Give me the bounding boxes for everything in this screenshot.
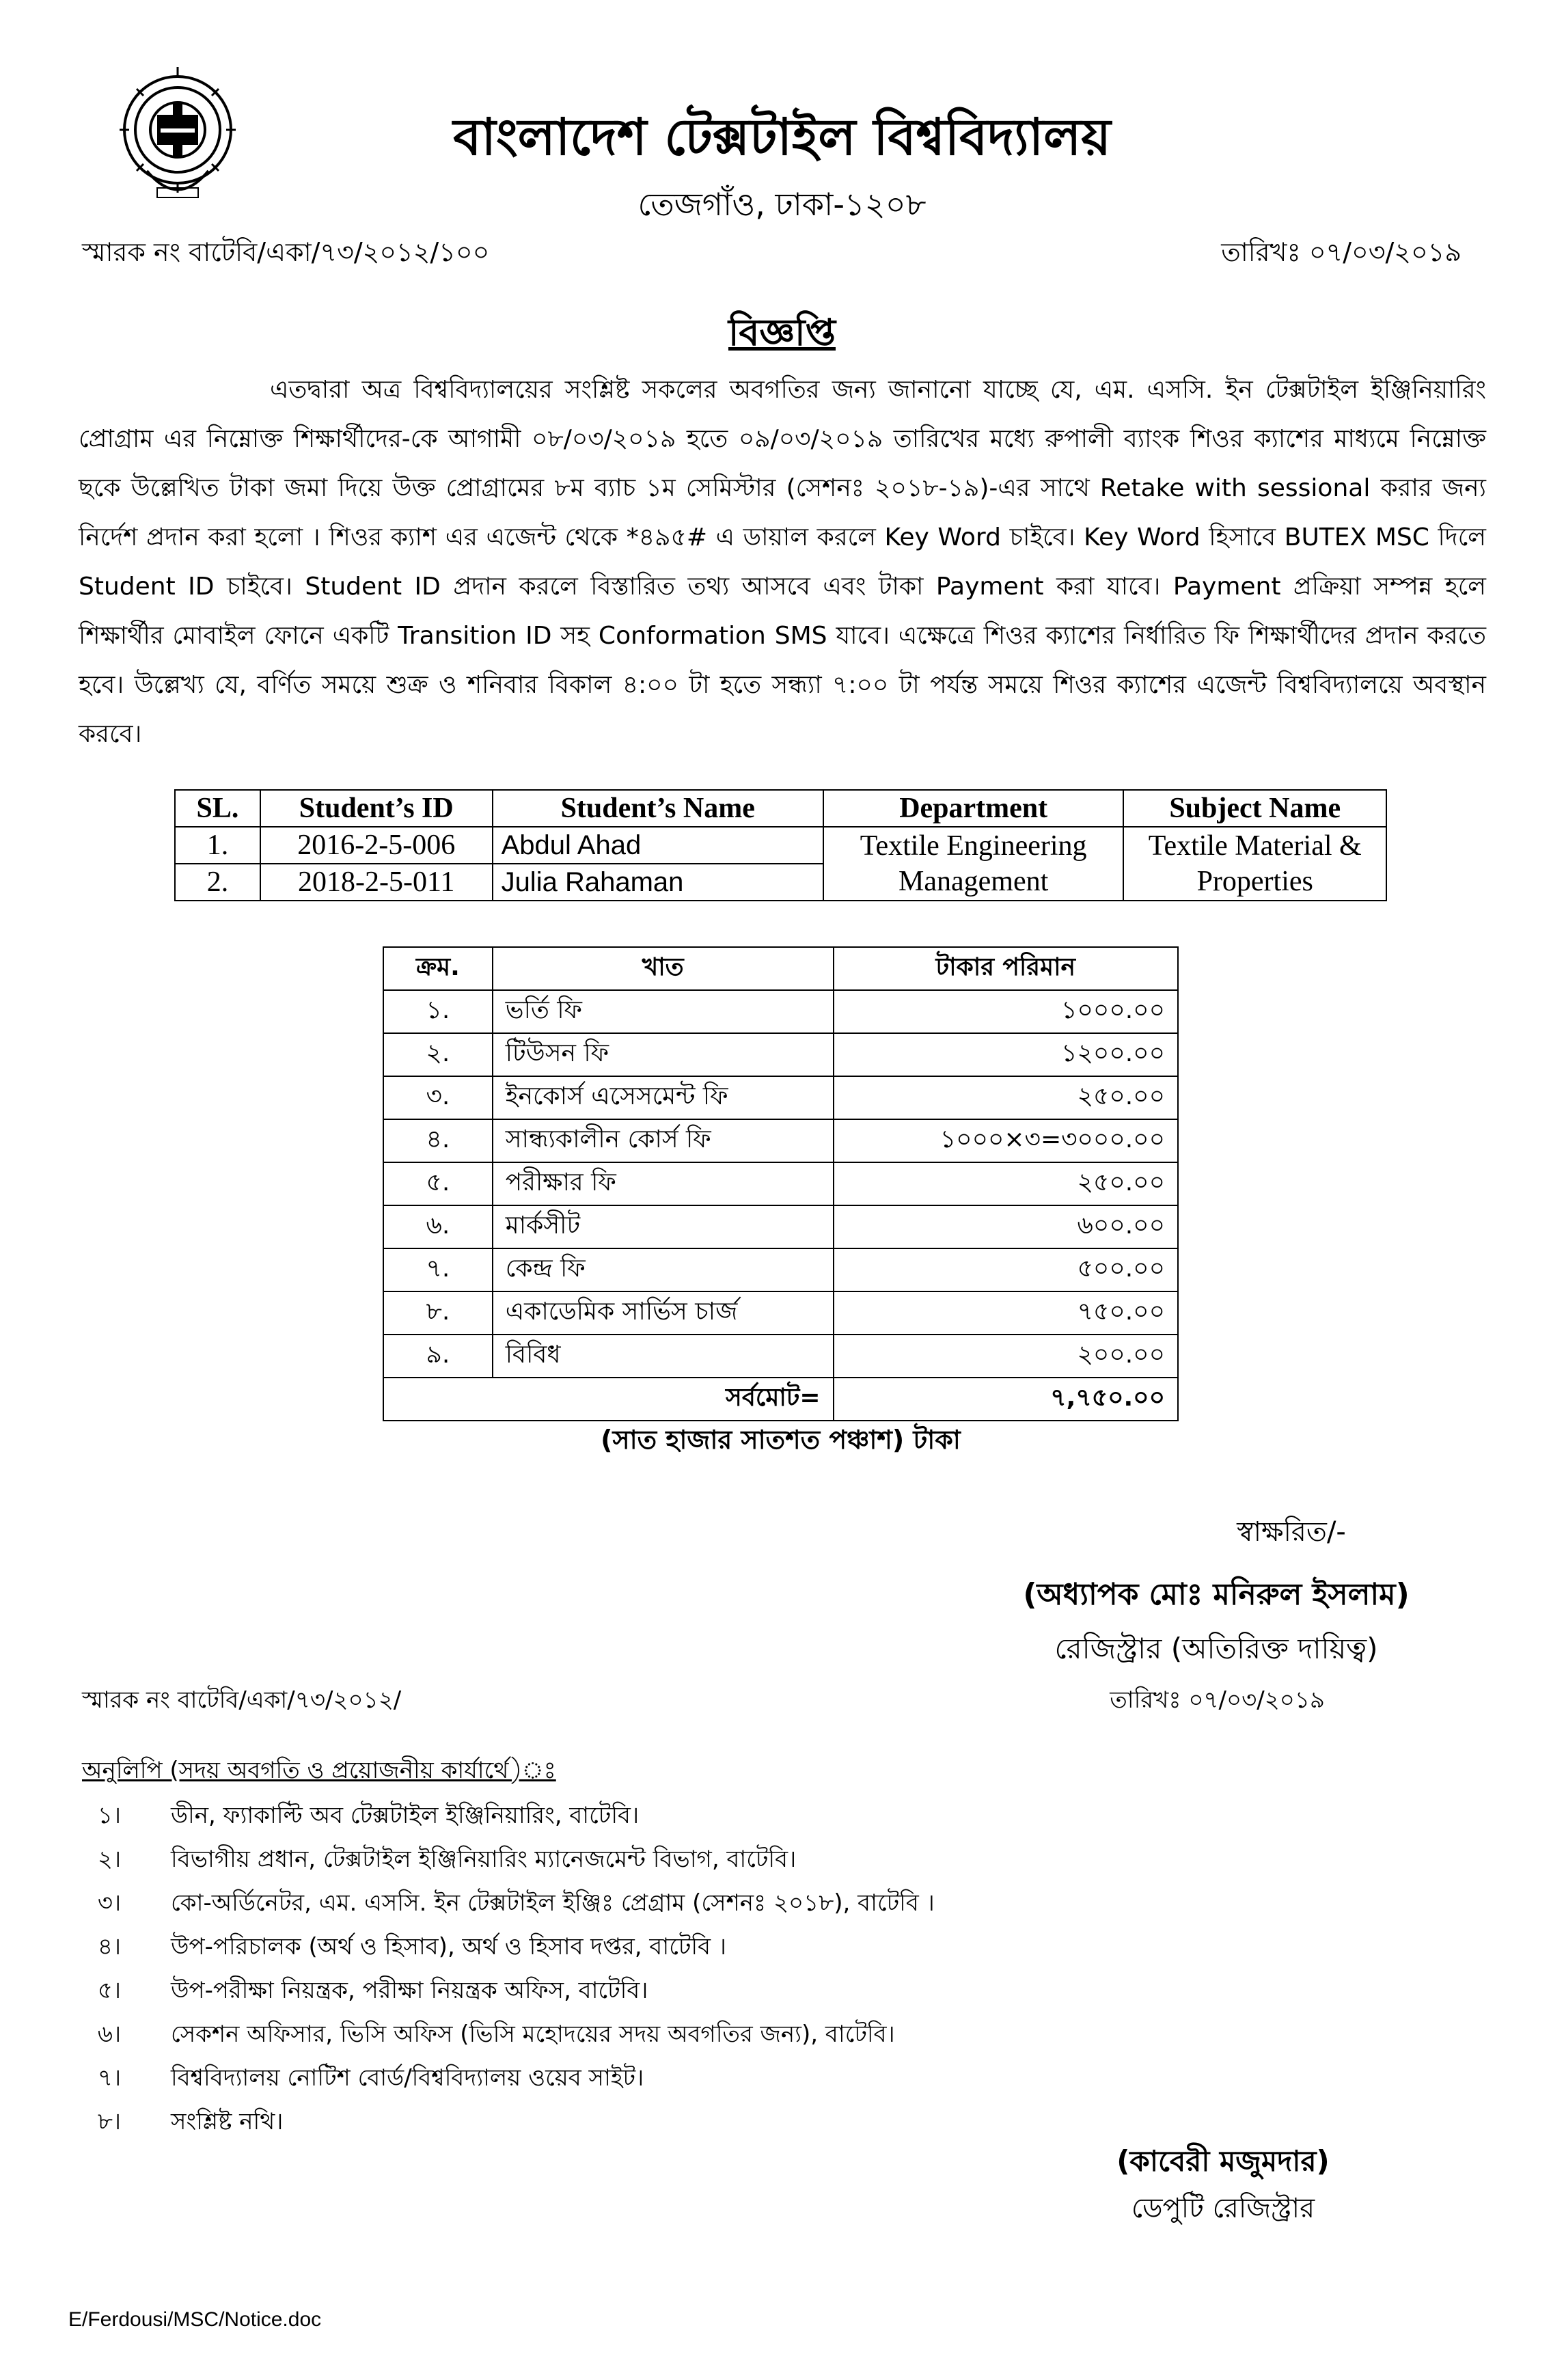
copy-item-text: উপ-পরীক্ষা নিয়ন্ত্রক, পরীক্ষা নিয়ন্ত্রক অফিস, বাটেবি। <box>171 1977 648 2004</box>
copy-item-no: ২। <box>97 1846 122 1873</box>
fee-amount: ৭৫০.০০ <box>834 1291 1178 1335</box>
copy-item-text: বিভাগীয় প্রধান, টেক্সটাইল ইঞ্জিনিয়ারিং ম্যানেজমেন্ট বিভাগ, বাটেবি। <box>171 1846 797 1873</box>
copy-item-text: বিশ্ববিদ্যালয় নোটিশ বোর্ড/বিশ্ববিদ্যালয় ওয়েব সাইট। <box>171 2064 644 2092</box>
copy-item-no: ৭। <box>97 2064 122 2092</box>
table-row <box>383 990 1178 1033</box>
table-row <box>383 1248 1178 1291</box>
fee-no: ৬. <box>383 1205 493 1248</box>
fee-no: ১. <box>383 990 493 1033</box>
copy-memo-number: স্মারক নং বাটেবি/একা/৭৩/২০১২/ <box>82 1686 402 1714</box>
deputy-registrar-designation: ডেপুটি রেজিস্ট্রার <box>1131 2193 1315 2224</box>
notice-title: বিজ্ঞপ্তি <box>728 311 836 354</box>
fee-amount: ২০০.০০ <box>834 1335 1178 1378</box>
students-table-header <box>175 790 1386 827</box>
copy-item-text: কো-অর্ডিনেটর, এম. এসসি. ইন টেক্সটাইল ইঞ্জিঃ প্রেগ্রাম (সেশনঃ ২০১৮), বাটেবি । <box>171 1889 935 1917</box>
copy-item-no: ৬। <box>97 2021 122 2048</box>
copy-item-text: সংশ্লিষ্ট নথি। <box>171 2108 284 2135</box>
fee-item: একাডেমিক সার্ভিস চার্জ <box>493 1291 834 1335</box>
copy-item-no: ৫। <box>97 1977 122 2004</box>
table-row <box>383 1205 1178 1248</box>
signed-mark: স্বাক্ষরিত/- <box>1237 1516 1346 1548</box>
notice-date: তারিখঃ ০৭/০৩/২০১৯ <box>1221 237 1462 267</box>
table-row <box>383 1033 1178 1076</box>
copy-item-no: ৩। <box>97 1889 122 1917</box>
fee-no: ২. <box>383 1033 493 1076</box>
fee-item: ইনকোর্স এসেসমেন্ট ফি <box>493 1076 834 1119</box>
fee-no: ৩. <box>383 1076 493 1119</box>
table-row <box>383 1076 1178 1119</box>
notice-body-text: এতদ্বারা অত্র বিশ্ববিদ্যালয়ের সংশ্লিষ্ট সকলের অবগতির জন্য জানানো যাচ্ছে যে, এম. এসসি. ইন টেক্সটাইল ইঞ্জিনিয়ারিং প্রোগ্রাম এর নিম্নোক্ত শিক্ষার্থীদের-কে আগামী ০৮/০৩/২০১৯ হতে ০৯/০৩/২০১৯ তারিখের মধ্যে রুপালী ব্যাংক শিওর ক্যাশের মাধ্যমে নিম্নোক্ত ছকে উল্লেখিত টাকা জমা দিয়ে উক্ত প্রোগ্রামের ৮ম ব্যাচ ১ম সেমিস্টার (সেশনঃ ২০১৮-১৯)-এর সাথে Retake with sessional করার জন্য নির্দেশ প্রদান করা হলো । শিওর ক্যাশ এর এজেন্ট থেকে *৪৯৫# এ ডায়াল করলে Key Word চাইবে। Key Word হিসাবে BUTEX MSC দিলে Student ID চাইবে। Student ID প্রদান করলে বিস্তারিত তথ্য আসবে এবং টাকা Payment করা যাবে। Payment প্রক্রিয়া সম্পন্ন হলে শিক্ষার্থীর মোবাইল ফোনে একটি Transition ID সহ Conformation SMS যাবে। এক্ষেত্রে শিওর ক্যাশের নির্ধারিত ফি শিক্ষার্থীদের প্রদান করতে হবে। উল্লেখ্য যে, বর্ণিত সময়ে শুক্র ও শনিবার বিকাল ৪:০০ টা হতে সন্ধ্যা ৭:০০ টা পর্যন্ত সময়ে শিওর ক্যাশের এজেন্ট বিশ্ববিদ্যালয়ে অবস্থান করবে। <box>79 376 1486 748</box>
fee-amount: ১০০০×৩=৩০০০.০০ <box>834 1119 1178 1162</box>
fee-no: ৫. <box>383 1162 493 1205</box>
col-serial-header: ক্রম. <box>383 947 493 990</box>
student-name: Abdul Ahad <box>493 827 823 864</box>
col-item-header: খাত <box>493 947 834 990</box>
total-amount: ৭,৭৫০.০০ <box>834 1378 1178 1421</box>
fee-amount: ১০০০.০০ <box>834 990 1178 1033</box>
copy-list-title: অনুলিপি (সদয় অবগতি ও প্রয়োজনীয় কার্যার্থে)ঃ <box>82 1757 556 1784</box>
col-name-header: Student’s Name <box>493 790 823 827</box>
fee-no: ৮. <box>383 1291 493 1335</box>
department-cell: Textile Engineering Management <box>823 827 1124 901</box>
university-address: তেজগাঁও, ঢাকা-১২০৮ <box>637 186 927 223</box>
col-subject-header: Subject Name <box>1123 790 1386 827</box>
fee-amount: ২৫০.০০ <box>834 1162 1178 1205</box>
fee-amount: ৫০০.০০ <box>834 1248 1178 1291</box>
col-department-header: Department <box>823 790 1124 827</box>
fees-total-row <box>383 1378 1178 1421</box>
fee-item: সান্ধ্যকালীন কোর্স ফি <box>493 1119 834 1162</box>
memo-number: স্মারক নং বাটেবি/একা/৭৩/২০১২/১০০ <box>82 237 490 267</box>
fee-item: ভর্তি ফি <box>493 990 834 1033</box>
students-table <box>174 789 1387 901</box>
copy-item-text: ডীন, ফ্যাকাল্টি অব টেক্সটাইল ইঞ্জিনিয়ারিং, বাটেবি। <box>171 1802 640 1829</box>
registrar-name: (অধ্যাপক মোঃ মনিরুল ইসলাম) <box>1023 1577 1410 1612</box>
fee-item: মার্কসীট <box>493 1205 834 1248</box>
deputy-registrar-name: (কাবেরী মজুমদার) <box>1116 2144 1330 2178</box>
fee-item: কেন্দ্র ফি <box>493 1248 834 1291</box>
table-row <box>175 827 1386 864</box>
copy-item-no: ৪। <box>97 1933 122 1960</box>
table-row <box>383 1162 1178 1205</box>
fee-no: ৭. <box>383 1248 493 1291</box>
notice-body <box>79 366 1486 759</box>
student-id: 2016-2-5-006 <box>260 827 493 864</box>
table-row <box>383 1119 1178 1162</box>
total-in-words: (সাত হাজার সাতশত পঞ্চাশ) টাকা <box>601 1425 961 1455</box>
copy-item-text: উপ-পরিচালক (অর্থ ও হিসাব), অর্থ ও হিসাব দপ্তর, বাটেবি । <box>171 1933 727 1960</box>
table-row <box>383 1291 1178 1335</box>
col-id-header: Student’s ID <box>260 790 493 827</box>
fee-amount: ১২০০.০০ <box>834 1033 1178 1076</box>
copy-item-no: ১। <box>97 1802 122 1829</box>
fees-table-header <box>383 947 1178 990</box>
student-sl: 1. <box>175 827 260 864</box>
fee-amount: ২৫০.০০ <box>834 1076 1178 1119</box>
col-amount-header: টাকার পরিমান <box>834 947 1178 990</box>
fee-item: টিউসন ফি <box>493 1033 834 1076</box>
copy-item-text: সেকশন অফিসার, ভিসি অফিস (ভিসি মহোদয়ের সদয় অবগতির জন্য), বাটেবি। <box>171 2021 895 2048</box>
registrar-designation: রেজিস্ট্রার (অতিরিক্ত দায়িত্ব) <box>1054 1632 1378 1665</box>
fee-amount: ৬০০.০০ <box>834 1205 1178 1248</box>
col-sl-header: SL. <box>175 790 260 827</box>
student-id: 2018-2-5-011 <box>260 864 493 901</box>
student-sl: 2. <box>175 864 260 901</box>
fee-item: বিবিধ <box>493 1335 834 1378</box>
university-name: বাংলাদেশ টেক্সটাইল বিশ্ববিদ্যালয় <box>453 108 1111 167</box>
table-row <box>383 1335 1178 1378</box>
total-label: সর্বমোট= <box>383 1378 834 1421</box>
file-path: E/Ferdousi/MSC/Notice.doc <box>68 2308 322 2331</box>
fee-no: ৯. <box>383 1335 493 1378</box>
student-name: Julia Rahaman <box>493 864 823 901</box>
copy-date: তারিখঃ ০৭/০৩/২০১৯ <box>1110 1686 1325 1714</box>
fee-item: পরীক্ষার ফি <box>493 1162 834 1205</box>
fee-no: ৪. <box>383 1119 493 1162</box>
copy-item-no: ৮। <box>97 2108 122 2135</box>
fees-table <box>383 946 1179 1421</box>
subject-cell: Textile Material & Properties <box>1123 827 1386 901</box>
